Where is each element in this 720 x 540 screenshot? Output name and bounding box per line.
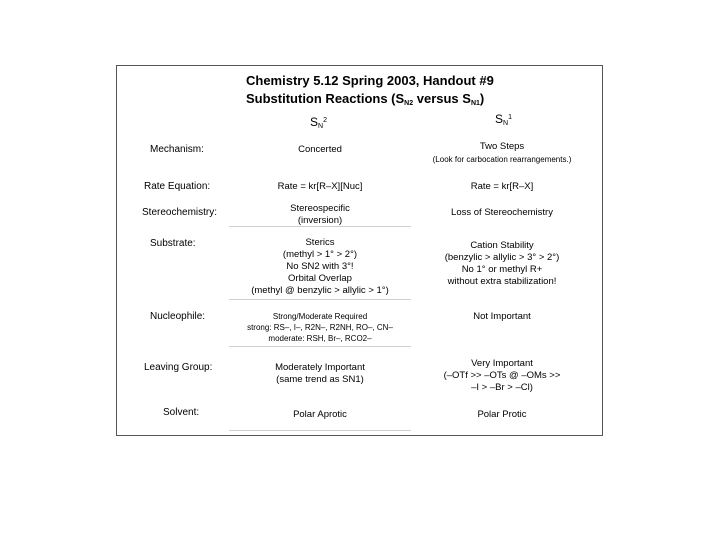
sn2-nucleophile-line1: Strong/Moderate Required xyxy=(272,312,368,321)
sn2-substrate-line1: Sterics xyxy=(305,237,335,248)
sn2-rate: Rate = kr[R–X][Nuc] xyxy=(277,181,363,192)
sn1-stereo: Loss of Stereochemistry xyxy=(451,207,553,218)
sn1-leaving-line1: Very Important xyxy=(471,358,533,369)
row-divider xyxy=(229,430,411,431)
handout-subtitle: Substitution Reactions ($S_{N2}$ versus $S_{N1}$) xyxy=(246,91,485,107)
sn1-substrate-line4: without extra stabilization! xyxy=(447,276,557,287)
sn1-solvent: Polar Protic xyxy=(477,409,527,420)
sn2-nucleophile-line3: moderate: RSH, Br–, RCO2– xyxy=(268,334,372,343)
sn2-substrate-line3: No SN2 with 3°! xyxy=(286,261,354,272)
row-label-stereochemistry: Stereochemistry: xyxy=(142,207,218,218)
row-label-substrate: Substrate: xyxy=(150,238,196,249)
handout-frame xyxy=(116,65,603,436)
row-label-nucleophile: Nucleophile: xyxy=(150,311,206,322)
sn2-leaving-line2: (same trend as SN1) xyxy=(276,374,364,385)
sn2-substrate-line2: (methyl > 1° > 2°) xyxy=(282,249,358,260)
row-label-solvent: Solvent: xyxy=(163,407,200,418)
row-label-mechanism: Mechanism: xyxy=(150,144,204,155)
row-label-rate: Rate Equation: xyxy=(144,181,211,192)
column-header-sn2: $S_N^2$ xyxy=(310,115,327,130)
sn2-nucleophile-line2: strong: RS–, I–, R2N–, R2NH, RO–, CN– xyxy=(247,323,393,332)
sn2-leaving-line1: Moderately Important xyxy=(275,362,365,373)
sn2-substrate-line5: (methyl @ benzylic > allylic > 1°) xyxy=(251,285,389,296)
sn1-mechanism: Two Steps xyxy=(479,141,525,152)
sn1-substrate-line3: No 1° or methyl R+ xyxy=(461,264,543,275)
sn1-mechanism-note: (Look for carbocation rearrangements.) xyxy=(432,155,572,164)
row-divider xyxy=(229,346,411,347)
sn2-mechanism: Concerted xyxy=(298,144,342,155)
sn2-solvent: Polar Aprotic xyxy=(293,409,347,420)
row-divider xyxy=(229,299,411,300)
row-label-leaving-group: Leaving Group: xyxy=(144,362,213,373)
sn2-stereo-line2: (inversion) xyxy=(297,215,343,226)
sn1-rate: Rate = kr[R–X] xyxy=(470,181,534,192)
row-divider xyxy=(229,226,411,227)
sn1-leaving-line3: –I > –Br > –Cl) xyxy=(471,382,533,393)
sn2-stereo-line1: Stereospecific xyxy=(290,203,350,214)
sn2-substrate-line4: Orbital Overlap xyxy=(288,273,352,284)
sn1-substrate-line2: (benzylic > allylic > 3° > 2°) xyxy=(444,252,560,263)
sn1-substrate-line1: Cation Stability xyxy=(470,240,534,251)
handout-title: Chemistry 5.12 Spring 2003, Handout #9 xyxy=(246,73,494,88)
sn1-leaving-line2: (–OTf >> –OTs @ –OMs >> xyxy=(443,370,561,381)
sn1-nucleophile: Not Important xyxy=(473,311,531,322)
column-header-sn1: $S_N^1$ xyxy=(495,112,512,127)
